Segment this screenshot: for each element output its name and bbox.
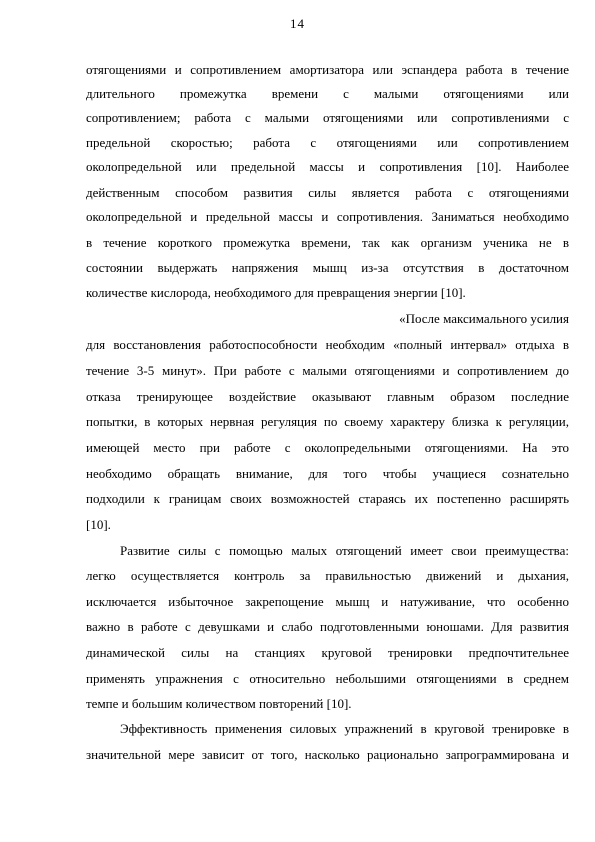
- text-line: «После максимального усилия: [399, 311, 569, 326]
- text-line: длительного промежутка времени с малыми отягощениями или: [86, 86, 569, 101]
- text-line: попытки, в которых нервная регуляция по своему характеру близка к регуляции,: [86, 414, 569, 429]
- paragraph-first-line: Эффективность применения силовых упражнений в круговой тренировке в: [120, 721, 569, 736]
- text-line: околопредельной и предельной массы и сопротивления. Заниматься необходимо: [86, 209, 569, 224]
- text-line: темпе и большим количеством повторений [10].: [86, 696, 352, 711]
- text-line: сопротивлением; работа с малыми отягощениями или сопротивлениями с: [86, 110, 569, 125]
- text-line: важно в работе с девушками и слабо подготовленными юношами. Для развития: [86, 619, 569, 634]
- text-line: количестве кислорода, необходимого для превращения энергии [10].: [86, 285, 466, 300]
- text-line: применять упражнения с относительно небольшими отягощениями в среднем: [86, 671, 569, 686]
- paragraph-first-line: Развитие силы с помощью малых отягощений имеет свои преимущества:: [120, 543, 569, 558]
- text-line: легко осуществляется контроль за правильностью движений и дыхания,: [86, 568, 569, 583]
- text-line: необходимо обращать внимание, для того чтобы учащиеся сознательно: [86, 466, 569, 481]
- text-line: действенным способом развития силы является работа с отягощениями: [86, 185, 569, 200]
- text-line: [10].: [86, 517, 111, 532]
- text-line: предельной скоростью; работа с отягощениями или сопротивлением: [86, 135, 569, 150]
- text-line: отказа тренирующее воздействие оказывают главным образом последние: [86, 389, 569, 404]
- page-number: 14: [290, 16, 305, 31]
- text-line: отягощениями и сопротивлением амортизатора или эспандера работа в течение: [86, 62, 569, 77]
- text-line: значительной мере зависит от того, насколько рационально запрограммирована и: [86, 747, 569, 762]
- text-line: для восстановления работоспособности необходим «полный интервал» отдыха в: [86, 337, 569, 352]
- text-line: исключается избыточное закрепощение мышц и натуживание, что особенно: [86, 594, 569, 609]
- text-line: околопредельной или предельной массы и сопротивления [10]. Наиболее: [86, 159, 569, 174]
- text-line: течение 3-5 минут». При работе с малыми отягощениями и сопротивлением до: [86, 363, 569, 378]
- text-line: динамической силы на станциях круговой тренировки предпочтительнее: [86, 645, 569, 660]
- text-line: имеющей место при работе с околопредельными отягощениями. На это: [86, 440, 569, 455]
- text-line: в течение короткого промежутка времени, так как организм ученика не в: [86, 235, 569, 250]
- text-line: состоянии выдержать напряжения мышц из-за отсутствия в достаточном: [86, 260, 569, 275]
- text-line: подходили к границам своих возможностей стараясь их постепенно расширять: [86, 491, 569, 506]
